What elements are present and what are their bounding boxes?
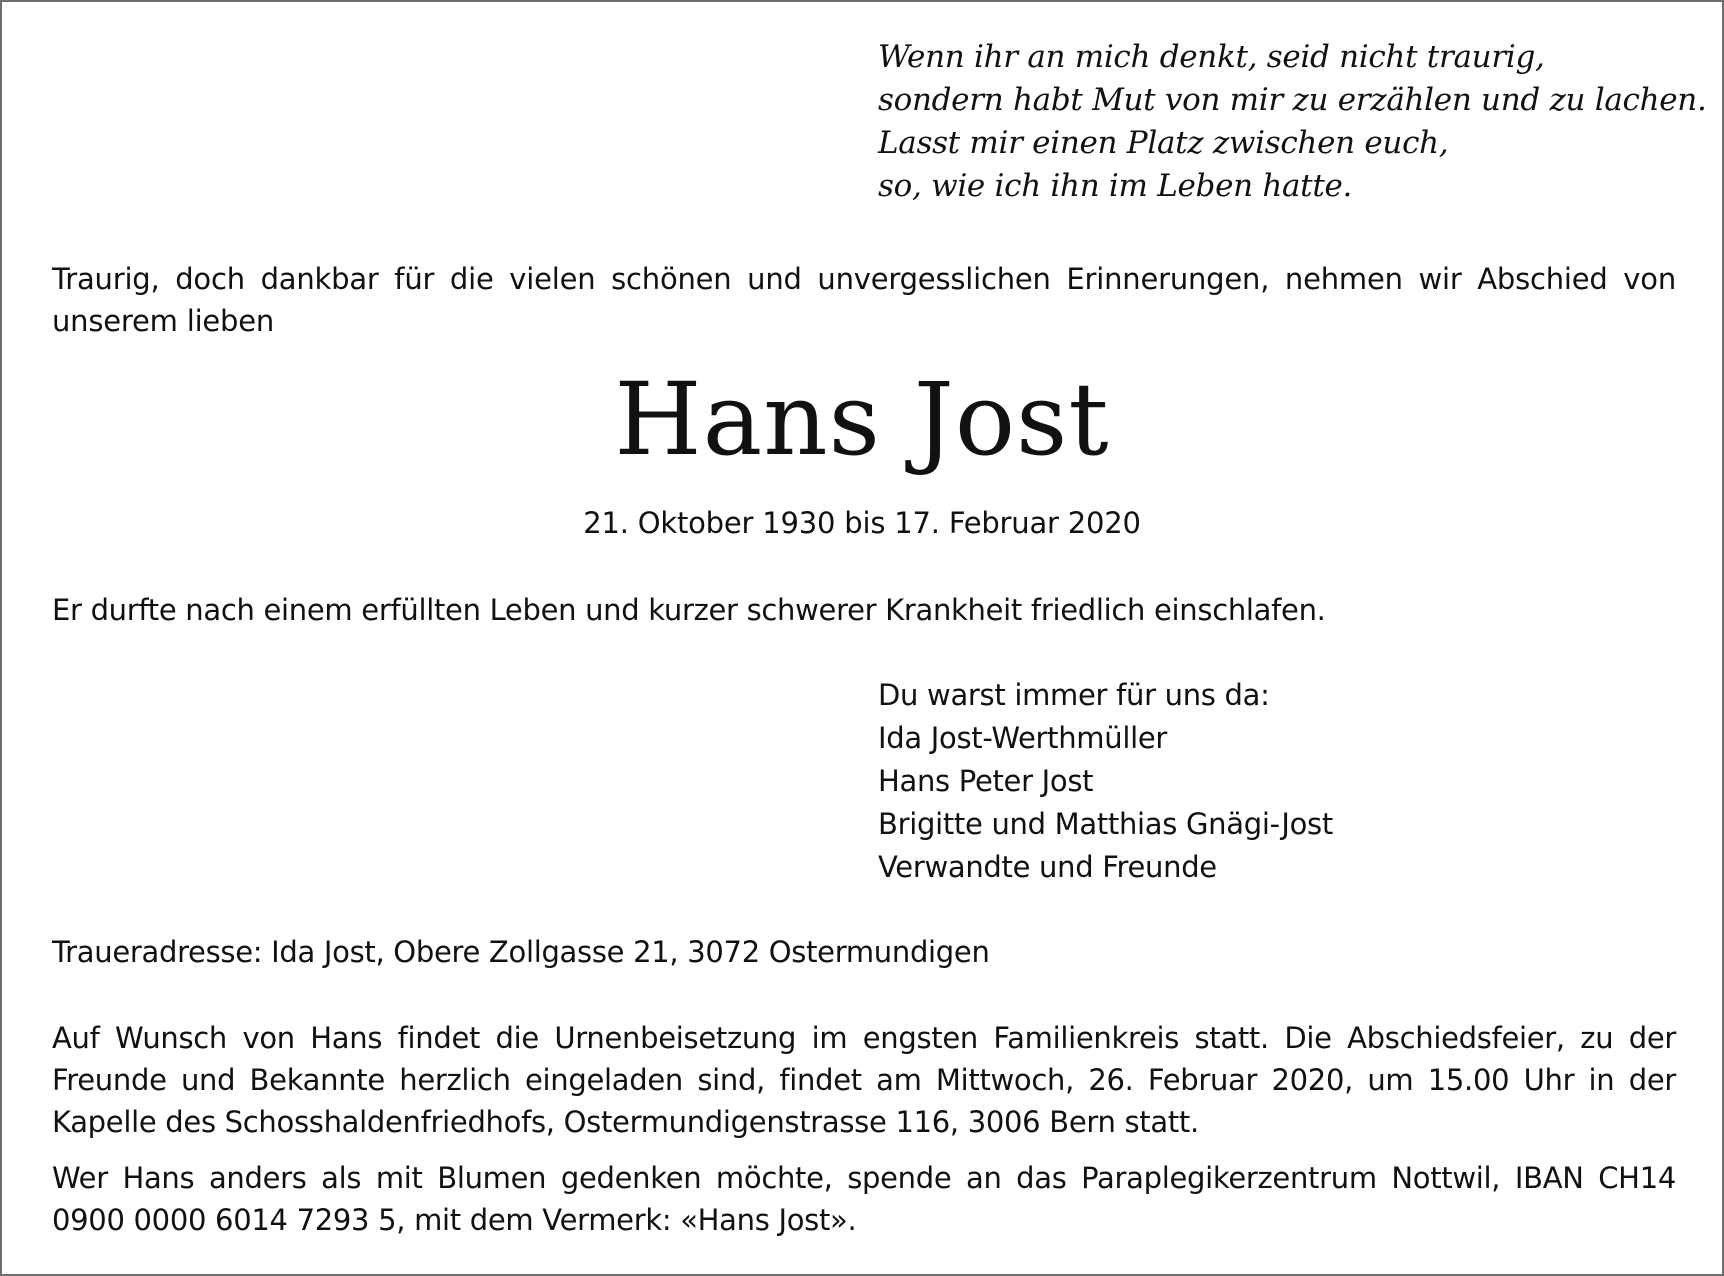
mourner-name: Hans Peter Jost — [878, 764, 1094, 798]
ceremony-text: Auf Wunsch von Hans findet die Urnenbeisetzung im engsten Familienkreis statt. Die Abschiedsfeier, zu der Freunde und Bekannte herzlich eingeladen sind, findet am Mittwoch, 26. Februar 2020, um 15.00 Uhr in der Kapelle des Schosshaldenfriedhofs, Ostermundigenstrasse 116, 3006 Bern statt. — [52, 1021, 1676, 1139]
mourner-name: Brigitte und Matthias Gnägi-Jost — [878, 807, 1333, 841]
poem-line: Wenn ihr an mich denkt, seid nicht traurig, — [878, 39, 1545, 75]
mourner-name: Ida Jost-Werthmüller — [878, 721, 1168, 755]
deceased-name: Hans Jost — [614, 361, 1110, 478]
donation-text: Wer Hans anders als mit Blumen gedenken möchte, spende an das Paraplegikerzentrum Nottwil, IBAN CH14 0900 0000 6014 7293 5, mit dem Vermerk: «Hans Jost». — [52, 1161, 1676, 1237]
mourning-address: Traueradresse: Ida Jost, Obere Zollgasse 21, 3072 Ostermundigen — [52, 935, 990, 969]
poem-line: so, wie ich ihn im Leben hatte. — [878, 168, 1353, 204]
poem-line: Lasst mir einen Platz zwischen euch, — [878, 125, 1449, 161]
life-dates: 21. Oktober 1930 bis 17. Februar 2020 — [583, 506, 1141, 540]
statement-text: Er durfte nach einem erfüllten Leben und kurzer schwerer Krankheit friedlich einschlafen. — [52, 593, 1326, 627]
poem — [878, 36, 1707, 208]
mourners-heading: Du warst immer für uns da: — [878, 678, 1270, 712]
poem-line: sondern habt Mut von mir zu erzählen und zu lachen. — [878, 82, 1707, 118]
intro-text: Traurig, doch dankbar für die vielen schönen und unvergesslichen Erinnerungen, nehmen wir Abschied von unserem lieben — [52, 262, 1676, 338]
mourner-name: Verwandte und Freunde — [878, 850, 1217, 884]
mourners-list — [878, 674, 1333, 889]
